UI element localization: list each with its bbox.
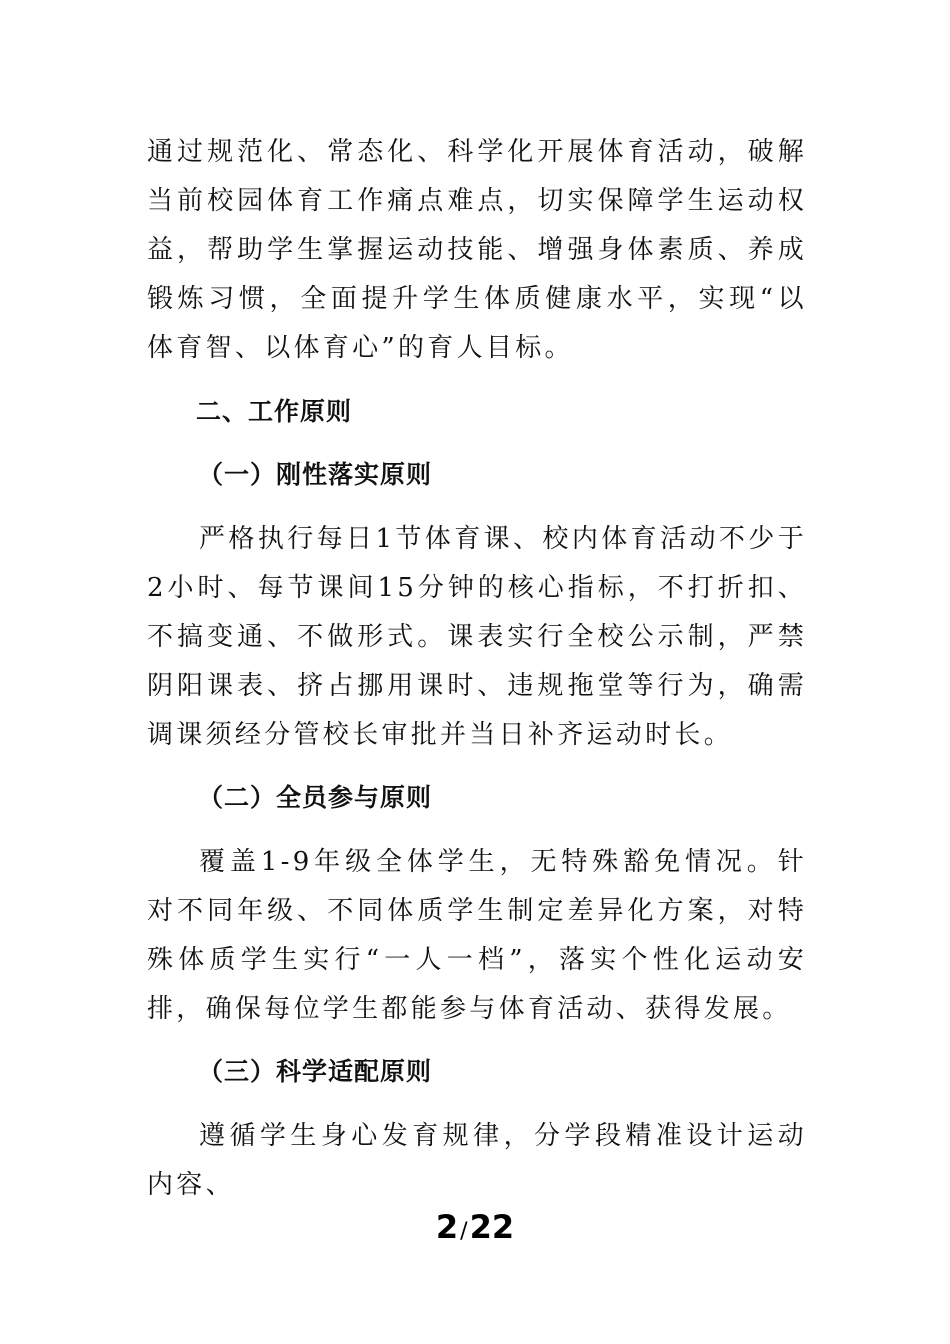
paragraph-scientific-adaptation: 遵循学生身心发育规律，分学段精准设计运动内容、 — [147, 1121, 807, 1200]
paragraph-rigid-implementation: 严格执行每日1节体育课、校内体育活动不少于2小时、每节课间15分钟的核心指标，不打折扣、不搞变通、不做形式。课表实行全校公示制，严禁阴阳课表、挤占挪用课时、违规拖堂等行为，确需调课须经分管校长审批并当日补齐运动时长。 — [147, 524, 807, 750]
section-heading-work-principles: 二、工作原则 — [196, 397, 353, 426]
paragraph-full-participation: 覆盖1-9年级全体学生，无特殊豁免情况。针对不同年级、不同体质学生制定差异化方案，对特殊体质学生实行“一人一档”，落实个性化运动安排，确保每位学生都能参与体育活动、获得发展。 — [147, 847, 807, 1024]
page-number-separator: / — [460, 1219, 468, 1244]
paragraph-intro: 通过规范化、常态化、科学化开展体育活动，破解当前校园体育工作痛点难点，切实保障学生运动权益，帮助学生掌握运动技能、增强身体素质、养成锻炼习惯，全面提升学生体质健康水平，实现“以体育智、以体育心”的育人目标。 — [147, 137, 807, 363]
page-number — [0, 1205, 950, 1254]
page-number-total: 22 — [469, 1208, 515, 1246]
subheading-full-participation: （二）全员参与原则 — [198, 783, 433, 812]
subheading-scientific-adaptation: （三）科学适配原则 — [198, 1057, 433, 1086]
page-number-current: 2 — [435, 1208, 459, 1246]
subheading-rigid-implementation: （一）刚性落实原则 — [198, 460, 433, 489]
